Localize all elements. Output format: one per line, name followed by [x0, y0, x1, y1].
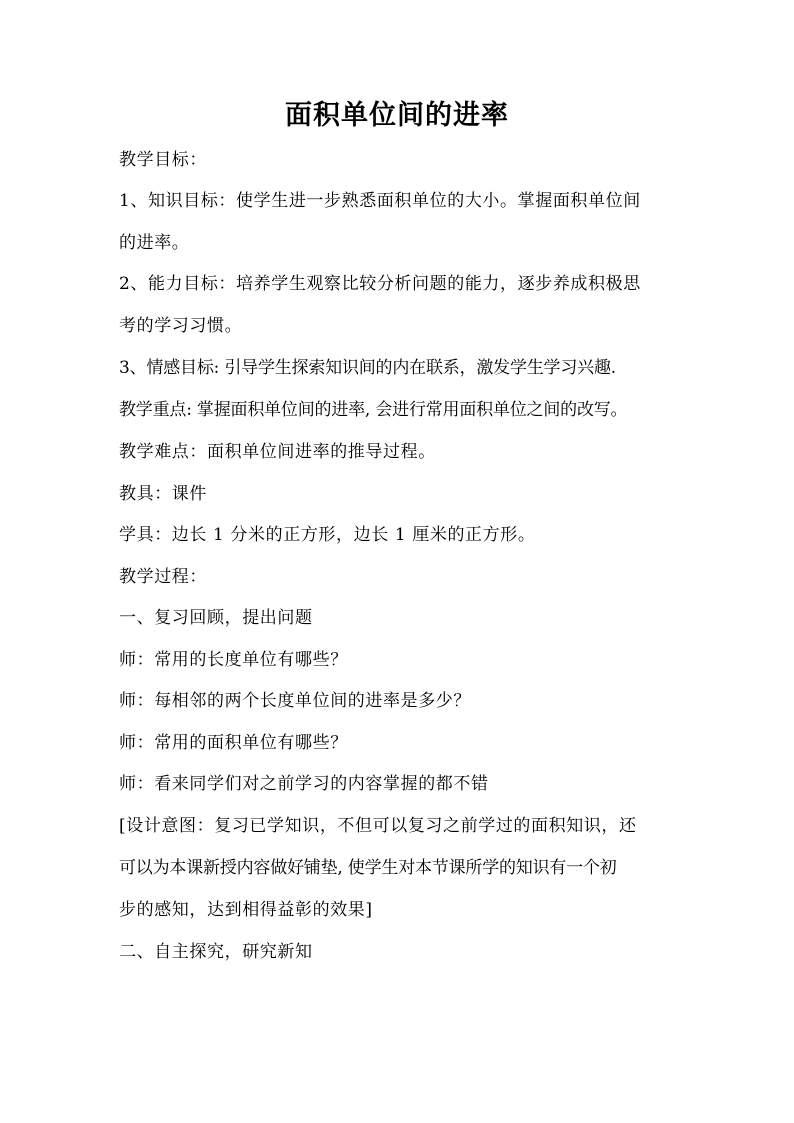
text-line: 的进率。 [119, 233, 190, 253]
document-title: 面积单位间的进率 [285, 100, 509, 131]
text-line: 教学目标： [119, 150, 207, 170]
text-line: 3、情感目标: 引导学生探索知识间的内在联系，激发学生学习兴趣. [119, 358, 616, 378]
text-line: 二、自主探究，研究新知 [119, 942, 313, 962]
text-line: 可以为本课新授内容做好铺垫, 使学生对本节课所学的知识有一个初 [119, 858, 617, 878]
text-line: 学具：边长 1 分米的正方形，边长 1 厘米的正方形。 [119, 525, 536, 545]
text-line: 教学难点：面积单位间进率的推导过程。 [119, 442, 436, 462]
text-line: 2、能力目标：培养学生观察比较分析问题的能力，逐步养成积极思 [119, 274, 641, 294]
text-line: 师：看来同学们对之前学习的内容掌握的都不错 [119, 774, 489, 794]
text-line: 1、知识目标：使学生进一步熟悉面积单位的大小。掌握面积单位间 [119, 191, 641, 211]
text-line: 步的感知，达到相得益彰的效果] [119, 900, 373, 920]
text-line: 教具：课件 [119, 484, 207, 504]
text-line: 考的学习习惯。 [119, 316, 243, 336]
text-line: [设计意图：复习已学知识，不但可以复习之前学过的面积知识，还 [119, 816, 637, 836]
text-line: 教学重点: 掌握面积单位间的进率, 会进行常用面积单位之间的改写。 [119, 400, 628, 420]
text-line: 师：每相邻的两个长度单位间的进率是多少？ [119, 691, 471, 711]
text-line: 师：常用的长度单位有哪些？ [119, 650, 348, 670]
text-line: 教学过程： [119, 567, 207, 587]
text-line: 师：常用的面积单位有哪些？ [119, 733, 348, 753]
text-line: 一、复习回顾，提出问题 [119, 608, 313, 628]
